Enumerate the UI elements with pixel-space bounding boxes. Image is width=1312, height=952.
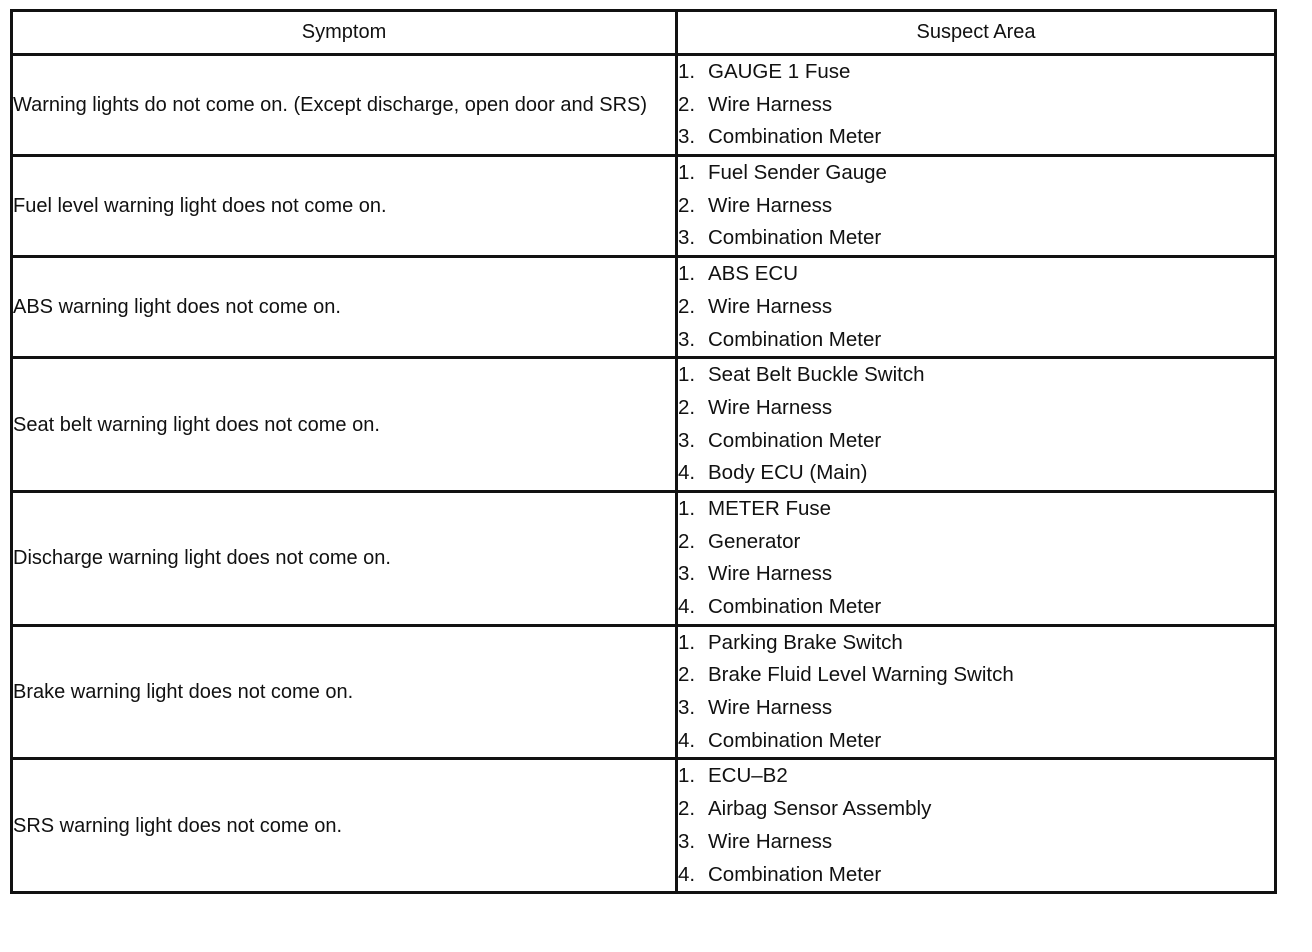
suspect-area-item — [678, 457, 1274, 490]
suspect-area-item — [678, 190, 1274, 223]
suspect-area-item — [678, 558, 1274, 591]
suspect-area-item — [678, 760, 1274, 793]
suspect-item-number: 2. — [678, 92, 696, 116]
suspect-area-item — [678, 591, 1274, 624]
suspect-item-number: 1. — [678, 764, 696, 788]
symptom-cell: Seat belt warning light does not come on. — [12, 358, 677, 492]
suspect-item-text: Wire Harness — [708, 696, 833, 720]
suspect-area-item — [678, 526, 1274, 559]
suspect-item-text: Wire Harness — [708, 562, 833, 586]
suspect-area-list — [678, 258, 1274, 356]
suspect-area-item — [678, 258, 1274, 291]
suspect-item-text: Combination Meter — [708, 428, 882, 452]
suspect-item-number: 4. — [678, 461, 696, 485]
suspect-area-cell — [677, 759, 1276, 893]
suspect-area-item — [678, 291, 1274, 324]
suspect-item-text: Seat Belt Buckle Switch — [708, 363, 925, 387]
suspect-item-text: Combination Meter — [708, 728, 882, 752]
table-row — [12, 55, 1276, 156]
suspect-item-text: Combination Meter — [708, 595, 882, 618]
suspect-area-item — [678, 659, 1274, 692]
table-row — [12, 759, 1276, 893]
symptom-cell: Brake warning light does not come on. — [12, 625, 677, 759]
suspect-item-text: Wire Harness — [708, 92, 833, 116]
suspect-item-text: GAUGE 1 Fuse — [708, 60, 851, 83]
suspect-item-number: 3. — [678, 428, 696, 452]
suspect-item-text: ECU–B2 — [708, 764, 788, 788]
suspect-item-number: 1. — [678, 496, 696, 520]
suspect-item-number: 4. — [678, 595, 696, 618]
suspect-item-number: 2. — [678, 395, 696, 419]
symptom-cell: ABS warning light does not come on. — [12, 257, 677, 358]
suspect-item-number: 1. — [678, 161, 696, 185]
table-row — [12, 257, 1276, 358]
suspect-area-item — [678, 392, 1274, 425]
table-row — [12, 625, 1276, 759]
suspect-item-number: 1. — [678, 262, 696, 286]
suspect-item-number: 3. — [678, 327, 696, 351]
suspect-item-text: Combination Meter — [708, 125, 882, 149]
suspect-area-item — [678, 627, 1274, 660]
suspect-item-text: Body ECU (Main) — [708, 461, 868, 485]
suspect-item-text: Wire Harness — [708, 395, 833, 419]
suspect-item-number: 4. — [678, 862, 696, 886]
header-row — [12, 11, 1276, 55]
suspect-area-list — [678, 627, 1274, 758]
suspect-item-number: 2. — [678, 193, 696, 217]
suspect-item-number: 3. — [678, 125, 696, 149]
suspect-area-item — [678, 859, 1274, 892]
suspect-item-text: ABS ECU — [708, 262, 798, 286]
suspect-item-number: 3. — [678, 226, 696, 250]
suspect-item-number: 2. — [678, 797, 696, 821]
column-header-symptom: Symptom — [12, 11, 677, 55]
suspect-item-number: 3. — [678, 562, 696, 586]
suspect-area-cell — [677, 491, 1276, 625]
suspect-item-number: 1. — [678, 60, 696, 83]
table-row — [12, 156, 1276, 257]
suspect-item-text: METER Fuse — [708, 496, 832, 520]
suspect-item-text: Brake Fluid Level Warning Switch — [708, 663, 1014, 687]
suspect-area-item — [678, 359, 1274, 392]
table-body — [12, 55, 1276, 893]
suspect-area-cell — [677, 156, 1276, 257]
suspect-area-list — [678, 760, 1274, 891]
symptom-cell: Fuel level warning light does not come on. — [12, 156, 677, 257]
suspect-area-item — [678, 157, 1274, 190]
suspect-area-item — [678, 493, 1274, 526]
suspect-item-number: 1. — [678, 363, 696, 387]
suspect-area-list — [678, 56, 1274, 154]
suspect-area-item — [678, 425, 1274, 458]
suspect-item-text: Generator — [708, 529, 801, 553]
suspect-item-number: 3. — [678, 696, 696, 720]
suspect-area-cell — [677, 257, 1276, 358]
suspect-area-item — [678, 121, 1274, 154]
suspect-item-text: Combination Meter — [708, 327, 882, 351]
suspect-item-number: 2. — [678, 529, 696, 553]
suspect-area-item — [678, 89, 1274, 122]
suspect-item-text: Wire Harness — [708, 193, 833, 217]
suspect-area-item — [678, 222, 1274, 255]
table-row — [12, 358, 1276, 492]
symptom-cell: SRS warning light does not come on. — [12, 759, 677, 893]
symptom-cell: Discharge warning light does not come on. — [12, 491, 677, 625]
suspect-item-number: 4. — [678, 728, 696, 752]
suspect-area-item — [678, 793, 1274, 826]
suspect-area-cell — [677, 358, 1276, 492]
column-header-suspect-area: Suspect Area — [677, 11, 1276, 55]
suspect-item-text: Combination Meter — [708, 226, 882, 250]
suspect-item-number: 2. — [678, 294, 696, 318]
suspect-area-item — [678, 56, 1274, 89]
suspect-item-text: Airbag Sensor Assembly — [708, 797, 932, 821]
suspect-item-text: Parking Brake Switch — [708, 630, 903, 654]
suspect-item-text: Combination Meter — [708, 862, 882, 886]
table-row — [12, 491, 1276, 625]
suspect-item-number: 2. — [678, 663, 696, 687]
suspect-area-cell — [677, 55, 1276, 156]
suspect-area-list — [678, 493, 1274, 624]
suspect-item-number: 1. — [678, 630, 696, 654]
suspect-area-item — [678, 826, 1274, 859]
suspect-area-item — [678, 324, 1274, 357]
suspect-area-list — [678, 359, 1274, 490]
suspect-area-item — [678, 692, 1274, 725]
trouble-table — [10, 9, 1277, 894]
suspect-area-list — [678, 157, 1274, 255]
suspect-area-item — [678, 725, 1274, 758]
suspect-area-cell — [677, 625, 1276, 759]
symptom-cell: Warning lights do not come on. (Except discharge, open door and SRS) — [12, 55, 677, 156]
suspect-item-text: Wire Harness — [708, 294, 833, 318]
suspect-item-text: Fuel Sender Gauge — [708, 161, 887, 185]
suspect-item-text: Wire Harness — [708, 829, 833, 853]
suspect-item-number: 3. — [678, 829, 696, 853]
